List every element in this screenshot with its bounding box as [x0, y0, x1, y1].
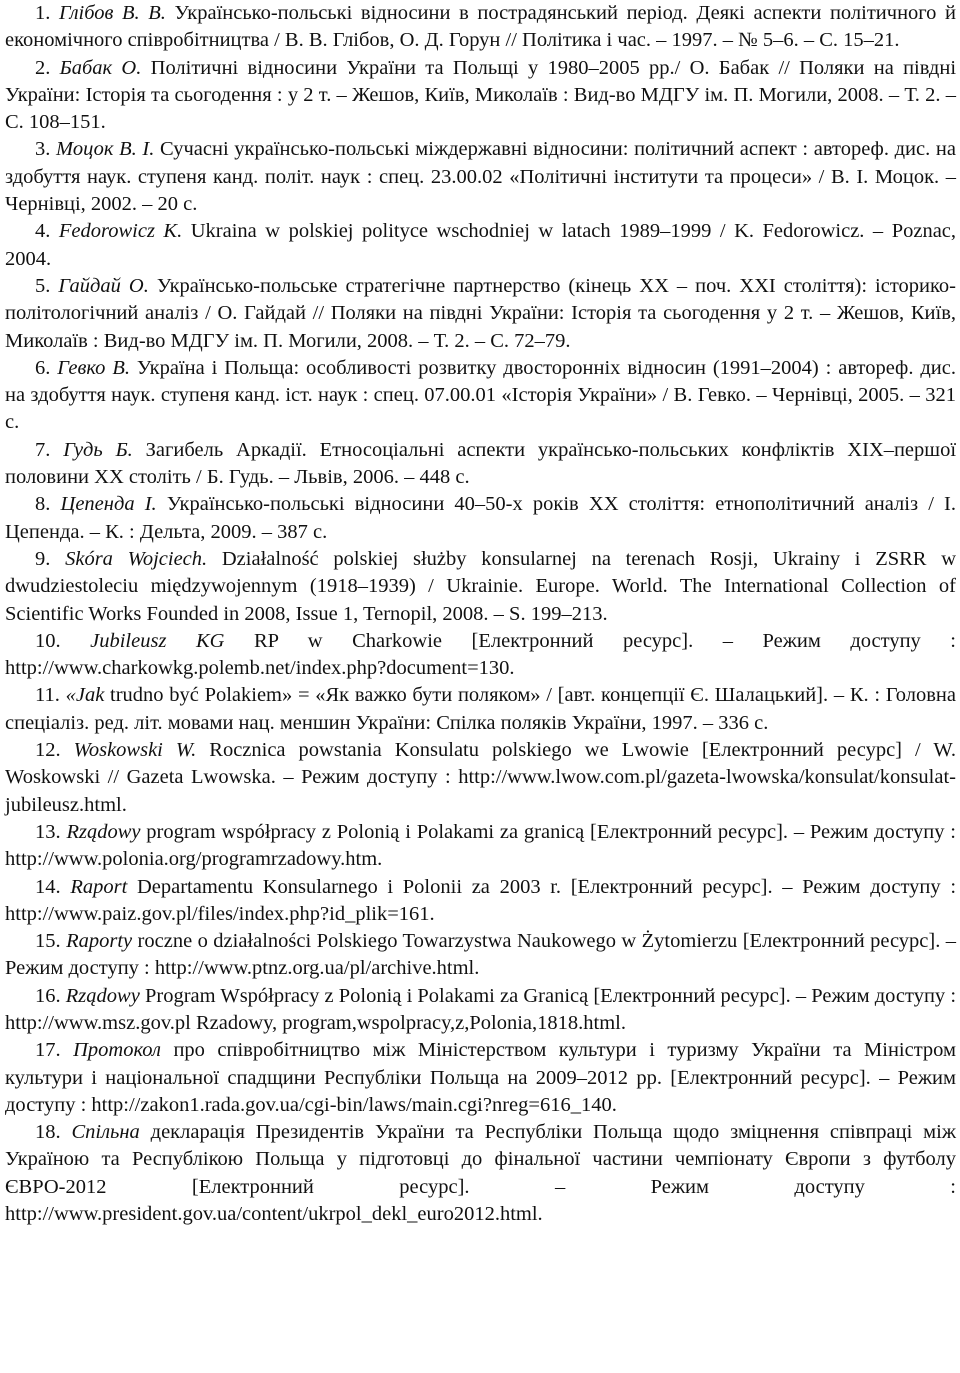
reference-number: 17.	[35, 1039, 61, 1062]
reference-number: 2.	[35, 56, 51, 79]
reference-item	[5, 983, 956, 1038]
reference-text: Політичні відносини України та Польщі у 1980–2005 рр./ О. Бабак // Поляки на півдні України: Історія та сьогодення : у 2 т. – Жешов, Київ, Миколаїв : Вид-во МДГУ ім. П. Могили, 2008. – Т. 2. – С. 108–151.	[5, 56, 957, 134]
reference-item	[5, 628, 956, 683]
reference-number: 9.	[35, 547, 51, 570]
reference-text: Українсько-польські відносини в пострадянський період. Деякі аспекти політичного й економічного співробітництва / В. В. Глібов, О. Д. Горун // Політика і час. – 1997. – № 5–6. – С. 15–21.	[5, 2, 957, 52]
reference-text: Rocznica powstania Konsulatu polskiego we Lwowie [Електронний ресурс] / W. Woskowski // Gazeta Lwowska. – Режим доступу : http://www.lwow.com.pl/gazeta-lwowska/konsulat/konsulat-jubileusz.html.	[5, 739, 956, 816]
reference-author: Моцок В. І.	[56, 138, 155, 161]
reference-number: 16.	[35, 984, 61, 1007]
reference-item	[5, 55, 956, 137]
reference-number: 10.	[35, 629, 61, 652]
reference-text: Україна і Польща: особливості розвитку двосторонніх відносин (1991–2004) : автореф. дис. на здобуття наук. ступеня канд. іст. наук : спец. 07.00.01 «Історія України» / В. Гевко. – Чернівці, 2005. – 321 с.	[5, 356, 957, 434]
reference-number: 15.	[35, 930, 61, 953]
reference-number: 18.	[35, 1121, 61, 1144]
reference-number: 6.	[35, 356, 51, 379]
reference-item	[5, 273, 956, 355]
reference-author: Rządowy	[65, 984, 140, 1007]
reference-item	[5, 546, 956, 628]
reference-text: roczne o działalności Polskiego Towarzystwa Naukowego w Żytomierzu [Електронний ресурс]. – Режим доступу : http://www.ptnz.org.ua/pl/archive.html.	[5, 930, 957, 980]
reference-author: Цепенда І.	[60, 493, 157, 516]
reference-text: trudno być Polakiem» = «Як важко бути поляком» / [авт. концепції Є. Шалацький]. – К. : Головна спеціаліз. ред. літ. мовами нац. меншин України: Спілка поляків України, 1997. – 336 с.	[5, 684, 957, 734]
reference-item	[5, 1119, 956, 1228]
reference-number: 8.	[35, 493, 51, 516]
reference-author: Jubileusz KG	[90, 629, 225, 652]
reference-item	[5, 1037, 956, 1119]
reference-text: Загибель Аркадії. Етносоціальні аспекти українсько-польських конфліктів ХІХ–першої половини ХХ століть / Б. Гудь. – Львів, 2006. – 448 с.	[5, 438, 957, 489]
reference-item	[5, 355, 956, 437]
reference-text: Departamentu Konsularnego i Polonii za 2003 r. [Електронний ресурс]. – Режим доступу : http://www.paiz.gov.pl/files/index.php?id_plik=161.	[5, 875, 957, 925]
reference-text: Українсько-польські відносини 40–50-х років ХХ століття: етнополітичний аналіз / І. Цепенда. – К. : Дельта, 2009. – 387 с.	[5, 493, 957, 543]
reference-item	[5, 218, 956, 273]
reference-number: 14.	[35, 875, 61, 898]
reference-author: Гевко В.	[57, 356, 130, 379]
reference-text: Działalność polskiej służby konsularnej na terenach Rosji, Ukrainy i ZSRR w dwudziestoleciu międzywojennym (1918–1939) / Ukrainie. Europe. World. The International Collection of Scientific Works Founded in 2008, Issue 1, Ternopil, 2008. – S. 199–213.	[5, 547, 956, 625]
reference-author: Протокол	[73, 1039, 161, 1062]
reference-author: Спільна	[71, 1121, 140, 1144]
reference-number: 7.	[35, 438, 51, 461]
reference-number: 5.	[35, 274, 51, 297]
reference-author: Бабак О.	[59, 56, 142, 79]
reference-text: program współpracy z Polonią i Polakami za granicą [Електронний ресурс]. – Режим доступу : http://www.polonia.org/programrzadowy.htm.	[5, 820, 957, 871]
reference-text: декларація Президентів України та Республіки Польща щодо зміцнення співпраці між Україною та Республікою Польща у підготовці до фінальної частини чемпіонату Європи з футболу ЄВРО-2012 [Електронний ресурс]. – Режим доступу : http://www.president.gov.ua/content/ukrpol_dekl_euro2012.html.	[5, 1121, 956, 1226]
reference-author: Rządowy	[66, 820, 141, 843]
reference-number: 11.	[35, 684, 60, 707]
reference-item	[5, 136, 956, 218]
reference-author: Woskowski W.	[73, 739, 197, 762]
reference-text: про співробітництво між Міністерством культури і туризму України та Міністром культури і національної спадщини Республіки Польща на 2009–2012 рр. [Електронний ресурс]. – Режим доступу : http://zakon1.rada.gov.ua/cgi-bin/laws/main.cgi?nreg=616_140.	[5, 1039, 956, 1116]
reference-author: Skóra Wojciech.	[65, 547, 208, 570]
reference-number: 4.	[35, 220, 51, 243]
reference-author: «Jak	[65, 684, 105, 707]
reference-author: Гайдай О.	[58, 274, 149, 297]
reference-item	[5, 682, 956, 737]
reference-list	[5, 0, 956, 1228]
reference-item	[5, 874, 956, 929]
reference-text: Program Współpracy z Polonią i Polakami za Granicą [Електронний ресурс]. – Режим доступу : http://www.msz.gov.pl Rzadowy, program,wspolpracy,z,Polonia,1818.html.	[5, 984, 957, 1034]
reference-author: Raporty	[66, 930, 133, 953]
reference-number: 13.	[35, 820, 61, 843]
reference-author: Гудь Б.	[63, 438, 133, 461]
reference-author: Глібов В. В.	[59, 2, 166, 24]
reference-item	[5, 928, 956, 983]
reference-text: Сучасні українсько-польські міждержавні відносини: політичний аспект : автореф. дис. на здобуття наук. ступеня канд. політ. наук : спец. 23.00.02 «Політичні інститути та процеси» / В. І. Моцок. – Чернівці, 2002. – 20 с.	[5, 138, 956, 216]
reference-item	[5, 0, 956, 55]
reference-text: RP w Charkowie [Електронний ресурс]. – Режим доступу : http://www.charkowkg.polemb.net/index.php?document=130.	[5, 629, 957, 680]
reference-text: Українсько-польське стратегічне партнерство (кінець ХХ – поч. ХХІ століття): історико-політологічний аналіз / О. Гайдай // Поляки на півдні України: Історія та сьогодення у 2 т. – Жешов, Київ, Миколаїв : Вид-во МДГУ ім. П. Могили, 2008. – Т. 2. – С. 72–79.	[5, 274, 957, 352]
reference-item	[5, 737, 956, 819]
reference-item	[5, 819, 956, 874]
reference-number: 3.	[35, 138, 51, 161]
reference-author: Fedorowicz K.	[58, 220, 183, 243]
reference-text: Ukraina w polskiej polityce wschodniej w latach 1989–1999 / K. Fedorowicz. – Poznac, 2004.	[5, 220, 957, 270]
reference-number: 12.	[35, 739, 61, 762]
reference-number: 1.	[35, 2, 51, 24]
reference-item	[5, 491, 956, 546]
reference-item	[5, 437, 956, 492]
reference-author: Raport	[70, 875, 128, 898]
